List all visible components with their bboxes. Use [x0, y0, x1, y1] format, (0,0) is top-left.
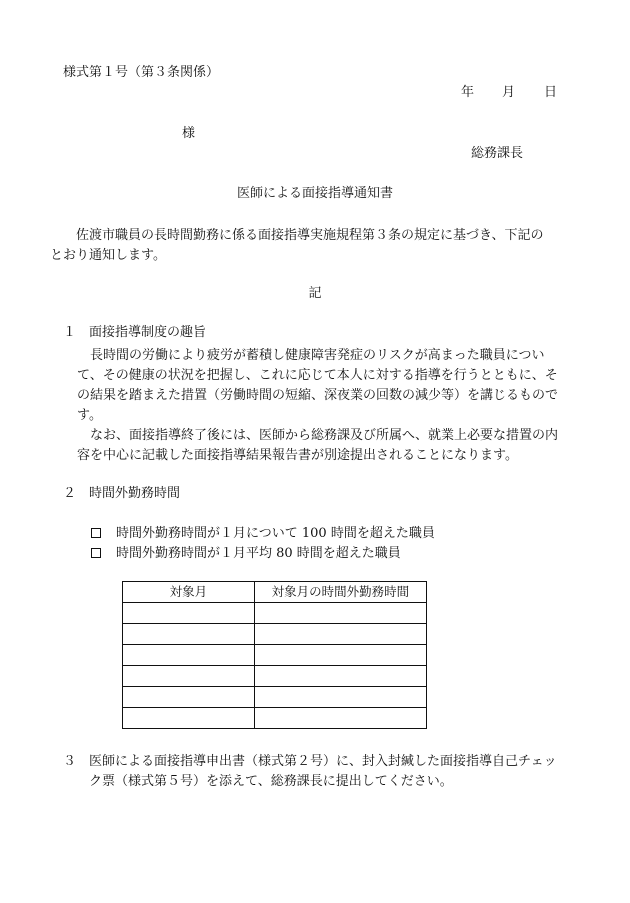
ki-heading: 記 — [308, 286, 322, 301]
document-title: 医師による面接指導通知書 — [236, 186, 393, 201]
table-row — [123, 666, 427, 687]
form-number: 様式第１号（第３条関係） — [63, 65, 220, 80]
table-cell-hours[interactable] — [254, 624, 426, 645]
table-cell-month[interactable] — [123, 645, 255, 666]
addressee-suffix: 様 — [182, 126, 196, 141]
date-month-label: 月 — [502, 85, 516, 100]
table-cell-month[interactable] — [123, 666, 255, 687]
overtime-option-label: 時間外勤務時間が１月平均 80 時間を超えた職員 — [116, 546, 401, 561]
table-cell-hours[interactable] — [254, 666, 426, 687]
table-cell-month[interactable] — [123, 708, 255, 729]
column-header-overtime-hours: 対象月の時間外勤務時間 — [254, 582, 426, 603]
overtime-options — [91, 527, 435, 567]
table-header-row — [123, 582, 427, 603]
table-cell-month[interactable] — [123, 624, 255, 645]
checkbox-icon[interactable] — [91, 528, 101, 538]
table-cell-month[interactable] — [123, 687, 255, 708]
section2-number: ２ — [63, 486, 77, 501]
section1-number: １ — [63, 325, 77, 340]
section3 — [63, 752, 568, 792]
column-header-target-month: 対象月 — [123, 582, 255, 603]
section1-heading-text: 面接指導制度の趣旨 — [89, 325, 207, 340]
section2-heading-text: 時間外勤務時間 — [89, 486, 181, 501]
section3-text: 医師による面接指導申出書（様式第２号）に、封入封緘した面接指導自己チェック票（様式第５号）を添えて、総務課長に提出してください。 — [89, 754, 557, 789]
table-cell-hours[interactable] — [254, 645, 426, 666]
overtime-hours-table — [122, 581, 427, 729]
table-row — [123, 645, 427, 666]
section2-heading — [63, 487, 180, 500]
section1-paragraph-1: 長時間の労働により疲労が蓄積し健康障害発症のリスクが高まった職員について、その健康の状況を把握し、これに応じて本人に対する指導を行うとともに、その結果を踏まえた措置（労働時間の短縮、深夜業の回数の減少等）を講じるものです。 — [77, 348, 559, 423]
checkbox-icon[interactable] — [91, 548, 101, 558]
table-cell-month[interactable] — [123, 603, 255, 624]
section3-paragraph — [63, 752, 568, 792]
sender: 総務課長 — [471, 146, 524, 161]
table-row — [123, 603, 427, 624]
table-cell-hours[interactable] — [254, 603, 426, 624]
table-row — [123, 624, 427, 645]
date-day-label: 日 — [544, 85, 558, 100]
section1-heading — [63, 326, 206, 339]
section3-number: ３ — [63, 754, 77, 769]
table-row — [123, 708, 427, 729]
date-year-label: 年 — [461, 85, 475, 100]
intro-paragraph — [50, 226, 555, 266]
table-row — [123, 687, 427, 708]
overtime-option-label: 時間外勤務時間が１月について 100 時間を超えた職員 — [116, 526, 435, 541]
section1-paragraph-2: なお、面接指導終了後には、医師から総務課及び所属へ、就業上必要な措置の内容を中心に記載した面接指導結果報告書が別途提出されることになります。 — [77, 428, 559, 463]
table-cell-hours[interactable] — [254, 687, 426, 708]
intro-text: 佐渡市職員の長時間勤務に係る面接指導実施規程第３条の規定に基づき、下記のとおり通知します。 — [50, 228, 544, 263]
section1-body — [77, 346, 568, 466]
table-cell-hours[interactable] — [254, 708, 426, 729]
overtime-option-100h[interactable] — [91, 527, 435, 547]
overtime-option-80h-average[interactable] — [91, 547, 435, 567]
